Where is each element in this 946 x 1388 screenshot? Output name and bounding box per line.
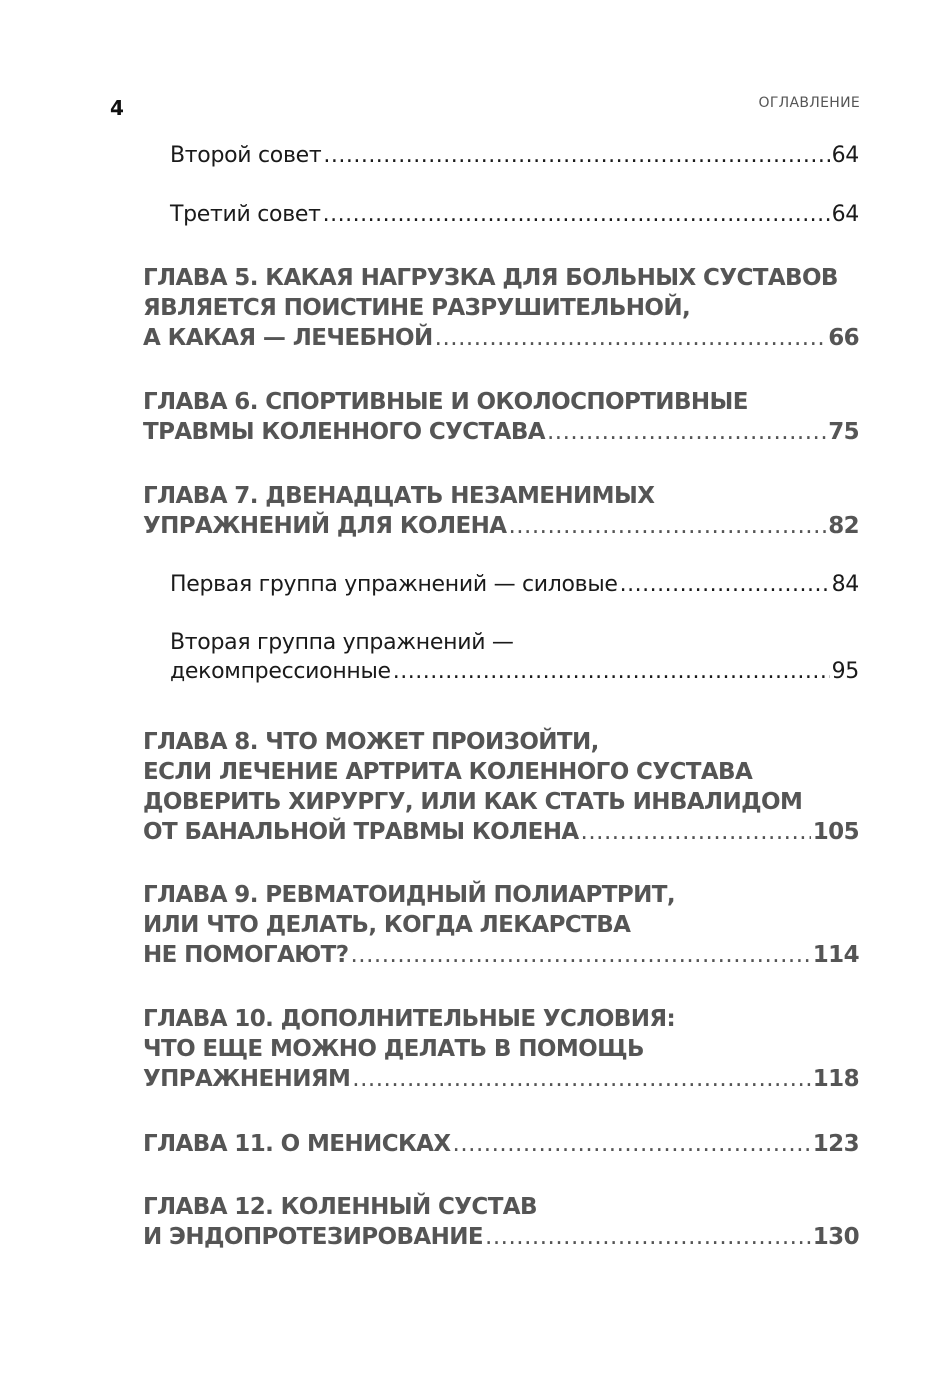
leader-dots <box>581 817 811 847</box>
toc-entry-title-line: ГЛАВА 8. ЧТО МОЖЕТ ПРОИЗОЙТИ, <box>143 729 599 755</box>
toc-entry-title-line: ЕСЛИ ЛЕЧЕНИЕ АРТРИТА КОЛЕННОГО СУСТАВА <box>143 759 753 785</box>
toc-entry-title-line: ЧТО ЕЩЕ МОЖНО ДЕЛАТЬ В ПОМОЩЬ <box>143 1036 644 1062</box>
toc-entry-chapter-5[interactable] <box>143 263 859 353</box>
toc-entry-title-line: декомпрессионные <box>170 659 391 684</box>
toc-entry-chapter-10[interactable] <box>143 1004 859 1094</box>
toc-entry-title-line: ИЛИ ЧТО ДЕЛАТЬ, КОГДА ЛЕКАРСТВА <box>143 912 631 938</box>
toc-page-number: 84 <box>831 572 859 597</box>
leader-dots <box>620 570 830 599</box>
toc-entry-title-line: УПРАЖНЕНИЙ ДЛЯ КОЛЕНА <box>143 513 507 539</box>
toc-entry-chapter-7[interactable] <box>143 481 859 541</box>
toc-entry-title-line: УПРАЖНЕНИЯМ <box>143 1066 351 1092</box>
toc-entry-title-line: НЕ ПОМОГАЮТ? <box>143 942 349 968</box>
toc-page-number: 64 <box>831 202 859 227</box>
toc-entry-title-line: ГЛАВА 12. КОЛЕННЫЙ СУСТАВ <box>143 1194 537 1220</box>
leader-dots <box>547 417 826 447</box>
toc-entry-chapter-8[interactable] <box>143 727 859 847</box>
toc-entry-title-line: ОТ БАНАЛЬНОЙ ТРАВМЫ КОЛЕНА <box>143 819 579 845</box>
toc-entry-second-tip[interactable] <box>170 141 859 170</box>
toc-entry-title: Третий совет <box>170 202 321 227</box>
toc-page-number: 118 <box>812 1066 859 1092</box>
toc-page-number: 114 <box>812 942 859 968</box>
toc-page-number: 95 <box>831 659 859 684</box>
toc-entry-title-line: ТРАВМЫ КОЛЕННОГО СУСТАВА <box>143 419 545 445</box>
toc-entry-first-exercise-group[interactable] <box>170 570 859 599</box>
leader-dots <box>351 940 811 970</box>
toc-entry-title-line: ГЛАВА 11. О МЕНИСКАХ <box>143 1131 451 1157</box>
page-number: 4 <box>110 96 124 120</box>
toc-page-number: 82 <box>828 513 859 539</box>
leader-dots <box>508 511 826 541</box>
leader-dots <box>485 1222 811 1252</box>
toc-entry-title-line: ДОВЕРИТЬ ХИРУРГУ, ИЛИ КАК СТАТЬ ИНВАЛИДОМ <box>143 789 803 815</box>
leader-dots <box>323 200 830 229</box>
toc-page-number: 105 <box>812 819 859 845</box>
leader-dots <box>435 323 827 353</box>
toc-entry-title-line: ГЛАВА 9. РЕВМАТОИДНЫЙ ПОЛИАРТРИТ, <box>143 882 675 908</box>
leader-dots <box>393 657 830 686</box>
toc-entry-title-line: ГЛАВА 10. ДОПОЛНИТЕЛЬНЫЕ УСЛОВИЯ: <box>143 1006 676 1032</box>
toc-page-number: 75 <box>828 419 859 445</box>
toc-entry-title-line: Вторая группа упражнений — <box>170 630 514 655</box>
toc-entry-title-line: ГЛАВА 5. КАКАЯ НАГРУЗКА ДЛЯ БОЛЬНЫХ СУСТАВОВ <box>143 265 838 291</box>
toc-entry-title-line: ГЛАВА 6. СПОРТИВНЫЕ И ОКОЛОСПОРТИВНЫЕ <box>143 389 748 415</box>
leader-dots <box>323 141 829 170</box>
toc-entry-chapter-9[interactable] <box>143 880 859 970</box>
toc-entry-title-line: ГЛАВА 7. ДВЕНАДЦАТЬ НЕЗАМЕНИМЫХ <box>143 483 655 509</box>
toc-entry-third-tip[interactable] <box>170 200 859 229</box>
toc-entry-title-line: ЯВЛЯЕТСЯ ПОИСТИНЕ РАЗРУШИТЕЛЬНОЙ, <box>143 295 691 321</box>
toc-entry-chapter-6[interactable] <box>143 387 859 447</box>
toc-entry-title: Первая группа упражнений — силовые <box>170 572 618 597</box>
toc-page-number: 123 <box>812 1131 859 1157</box>
toc-page-number: 66 <box>828 325 859 351</box>
toc-entry-chapter-11[interactable] <box>143 1129 859 1159</box>
toc-entry-chapter-12[interactable] <box>143 1192 859 1252</box>
running-header: ОГЛАВЛЕНИЕ <box>758 95 860 111</box>
toc-page-number: 64 <box>831 143 859 168</box>
toc-entry-title-line: А КАКАЯ — ЛЕЧЕБНОЙ <box>143 325 433 351</box>
toc-page-number: 130 <box>812 1224 859 1250</box>
toc-entry-title-line: И ЭНДОПРОТЕЗИРОВАНИЕ <box>143 1224 484 1250</box>
leader-dots <box>352 1064 811 1094</box>
toc-entry-second-exercise-group[interactable] <box>170 628 859 686</box>
leader-dots <box>453 1129 811 1159</box>
toc-entry-title: Второй совет <box>170 143 322 168</box>
